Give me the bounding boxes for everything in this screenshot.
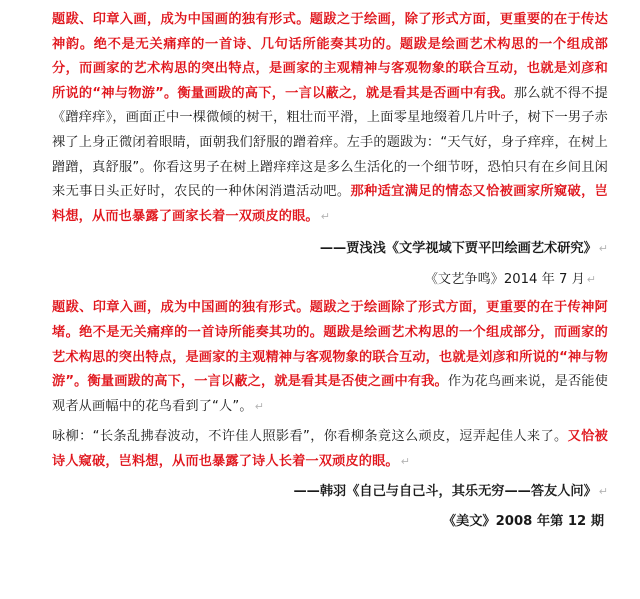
source-2-publication: [52, 510, 608, 534]
paragraph-mark-icon: ↵: [598, 484, 608, 498]
source-2-author-text: ——韩羽《自己与自己斗，其乐无穷——答友人问》: [293, 483, 597, 499]
passage-1-red-lead: 题跋、印章入画，成为中国画的独有形式。题跋之于绘画，除了形式方面，更重要的在于传达神韵。绝不是无关痛痒的一首诗、几句话所能奏其功的。题跋是绘画艺术构思的一个组成部分，而画家的艺术构思的突出特点，是画家的主观精神与客观物象的联合互动，也就是刘彦和所说的“神与物游”。衡量画跋的高下，一言以蔽之，就是看其是否画中有我。: [52, 12, 608, 101]
paragraph-mark-icon: ↵: [320, 209, 331, 223]
paragraph-mark-icon: ↵: [254, 399, 265, 413]
source-1-publication: [52, 268, 608, 292]
paragraph-mark-icon: ↵: [400, 454, 411, 468]
passage-1-body: 那么就不得不提《蹭痒痒》，画面正中一棵微倾的树干，粗壮而平滑，上面零星地缀着几片叶子，树下一男子赤裸了上身正微闭着眼睛，面朝我们舒服的蹭着痒。左手的题跋为：“天气好，身子痒痒，在树上蹭蹭，真舒服”。你看这男子在树上蹭痒痒这是多么生活化的一个细节呀，恐怕只有在乡间且闲来无事日头正好时，农民的一种休闲消遣活动吧。: [52, 85, 608, 200]
source-1-author-text: ——贾浅浅《文学视域下贾平凹绘画艺术研究》: [319, 241, 597, 257]
passage-1: [52, 8, 608, 229]
source-1-author: [52, 237, 608, 261]
paragraph-mark-icon: ↵: [598, 242, 608, 256]
passage-2-red-lead: 题跋、印章入画，成为中国画的独有形式。题跋之于绘画除了形式方面，更重要的在于传神阿堵。绝不是无关痛痒的一首诗所能奏其功的。题跋是绘画艺术构思的一个组成部分，而画家的艺术构思的突出特点，是画家的主观精神与客观物象的联合互动，也就是刘彦和所说的“神与物游”。衡量画跋的高下，一言以蔽之，就是看其是否使之画中有我。: [52, 300, 608, 390]
source-2-publication-text: 《美文》2008 年第 12 期: [442, 513, 604, 529]
passage-3-red-tail: 又恰被诗人窥破，岂料想，从而也暴露了诗人长着一双顽皮的眼。: [52, 429, 609, 469]
passage-1-red-tail: 那种适宜满足的情态又恰被画家所窥破，岂料想，从而也暴露了画家长着一双顽皮的眼。: [52, 184, 608, 224]
source-2-author: [52, 480, 608, 504]
source-1-publication-text: 《文艺争鸣》2014 年 7 月: [424, 272, 585, 288]
page-edge-fade: [530, 573, 640, 599]
passage-3-body: 咏柳：“长条乱拂春波动，不许佳人照影看”，你看柳条竟这么顽皮，逗弄起佳人来了。: [52, 429, 568, 445]
passage-2: [52, 296, 608, 419]
passage-3: [52, 425, 608, 474]
paragraph-mark-icon: ↵: [586, 273, 596, 287]
document-page: [52, 8, 608, 534]
passage-2-body: 作为花鸟画来说，是否能使观者从画幅中的花鸟看到了“人”。: [52, 374, 608, 414]
